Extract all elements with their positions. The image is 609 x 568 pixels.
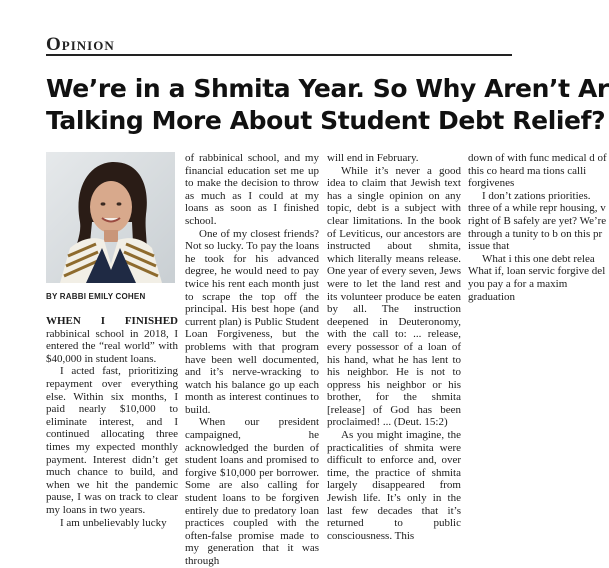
headline-line-1: We’re in a Shmita Year. So Why Aren’t Ar xyxy=(46,74,609,103)
paragraph-text: rabbinical school in 2018, I entered the “real world” with $40,000 in student loans. xyxy=(46,327,178,365)
lead-in: WHEN I FINISHED xyxy=(46,315,178,327)
paragraph: I don’t zations priorities. three of a while repr housing, v right of B safely are yet? We’re through a tunity to b on this pr issue that xyxy=(468,189,607,253)
article-column-4 xyxy=(468,152,608,303)
paragraph: of rabbinical school, and my financial education set me up to make the decision to throw as much as I could at my loans as soon as I finished school. xyxy=(185,152,319,227)
article-column-3 xyxy=(327,152,461,542)
article-column-1 xyxy=(46,315,178,529)
headline-line-2: Talking More About Student Debt Relief? xyxy=(46,106,606,135)
paragraph: As you might imagine, the practicalities of shmita were difficult to enforce and, over time, the practice of shmita largely disappeared from Jewish life. It’s only in the last few decades that it’s returned to public consciousness. This xyxy=(327,429,461,542)
paragraph: One of my closest friends? Not so lucky. To pay the loans he took for his advanced degree, he would need to pay twice his rent each month just to scrape the top off the principal. His best hope (and current plan) is Public Student Loan Forgiveness, but the problems with that program have been well documented, and it’s nerve-wracking to watch his balance go up each month as interest continues to build. xyxy=(185,227,319,416)
paragraph: While it’s never a good idea to claim that Jewish text has a single opinion on any topic, debt is a subject with clear limitations. In the book of Leviticus, our ancestors are instructed about shmita, which literally means release. One year of every seven, Jews were to let the land rest and its volunteer produce be eaten by all. The instruction deepened in Deuteronomy, with the call to: ... release, every possessor of a loan of his hand, what he has lent to his neighbor. He is not to oppress his neighbor or his brother, for the shmita [release] of God has been proclaimed! ... (Deut. 15:2) xyxy=(327,164,461,429)
section-label: Opinion xyxy=(46,34,115,55)
paragraph: I acted fast, prioritizing repayment over everything else. Within six months, I paid nearly $10,000 to eliminate interest, and I continued allocating three times my expected monthly payment. Interest didn’t get much chance to build, and when we hit the pandemic pause, I was on track to clear my loans in two years. xyxy=(46,365,178,516)
author-portrait-image xyxy=(46,152,175,283)
byline: BY RABBI EMILY COHEN xyxy=(46,292,146,301)
author-photo xyxy=(46,152,175,283)
paragraph: I am unbelievably lucky xyxy=(60,516,167,529)
paragraph: What i this one debt relea What if, loan servic forgive del you pay a for a maxim graduation xyxy=(468,252,606,303)
headline xyxy=(46,73,609,137)
paragraph xyxy=(46,315,178,365)
paragraph: When our president campaigned, he acknowledged the burden of student loans and promised to forgive $10,000 per borrower. Some are also calling for student loans to be forgiven entirely due to predatory loan practices coupled with the often-false promise made to my generation that it was through xyxy=(185,416,319,567)
paragraph: down of with func medical d of this co heard ma tions calli forgivenes xyxy=(468,152,607,190)
article-column-2 xyxy=(185,152,319,568)
section-divider xyxy=(46,54,512,56)
paragraph: will end in February. xyxy=(327,152,419,164)
